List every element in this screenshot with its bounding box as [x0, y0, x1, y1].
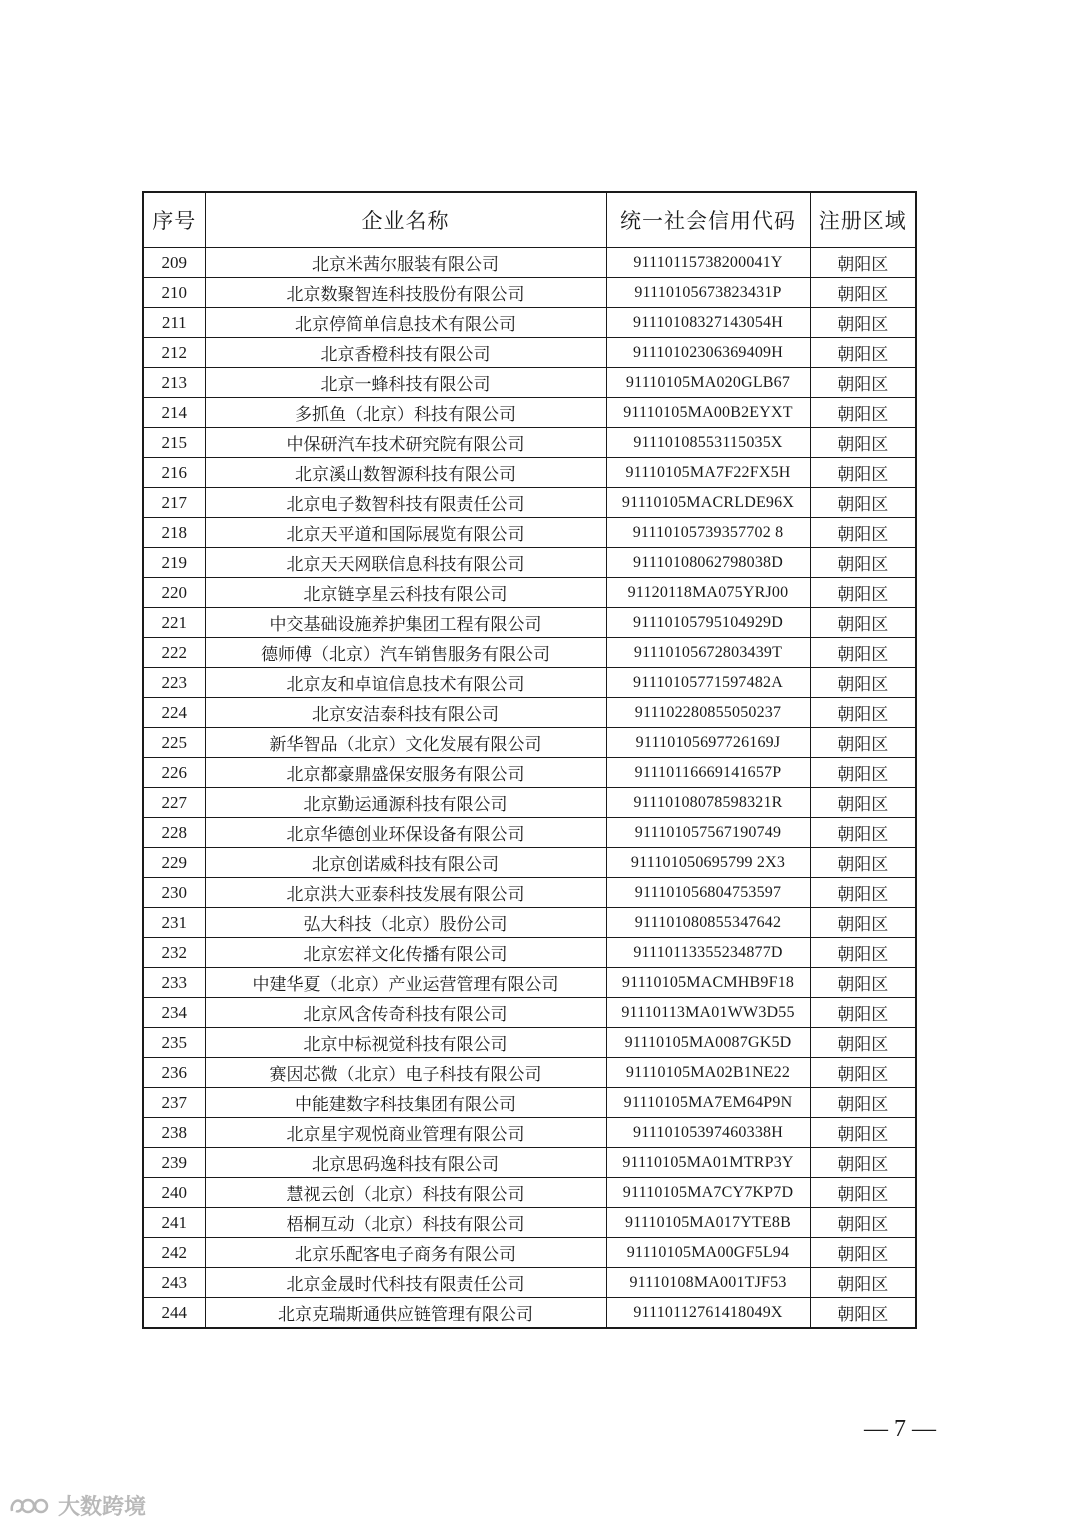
cell-area: 朝阳区: [810, 788, 916, 818]
table-row: [143, 248, 916, 278]
table-row: [143, 608, 916, 638]
cell-company-name: 北京金晟时代科技有限责任公司: [205, 1268, 606, 1298]
cell-company-name: 北京洪大亚泰科技发展有限公司: [205, 878, 606, 908]
cell-seq: 214: [143, 398, 205, 428]
cell-company-name: 北京一蜂科技有限公司: [205, 368, 606, 398]
company-table: [142, 191, 917, 1329]
cell-credit-code: 91110105MA7EM64P9N: [606, 1088, 810, 1118]
cell-seq: 210: [143, 278, 205, 308]
cell-seq: 244: [143, 1298, 205, 1329]
cell-company-name: 北京电子数智科技有限责任公司: [205, 488, 606, 518]
table-row: [143, 518, 916, 548]
cell-company-name: 北京溪山数智源科技有限公司: [205, 458, 606, 488]
cell-company-name: 中建华夏（北京）产业运营管理有限公司: [205, 968, 606, 998]
cell-credit-code: 91110105MA02B1NE22: [606, 1058, 810, 1088]
table-row: [143, 638, 916, 668]
cell-seq: 221: [143, 608, 205, 638]
table-row: [143, 818, 916, 848]
cell-credit-code: 91110105MA017YTE8B: [606, 1208, 810, 1238]
cell-credit-code: 91110105MA00GF5L94: [606, 1238, 810, 1268]
cell-credit-code: 911101080855347642: [606, 908, 810, 938]
cell-area: 朝阳区: [810, 698, 916, 728]
header-seq: 序号: [143, 192, 205, 248]
cell-company-name: 弘大科技（北京）股份公司: [205, 908, 606, 938]
cell-area: 朝阳区: [810, 1148, 916, 1178]
cell-area: 朝阳区: [810, 1178, 916, 1208]
cell-area: 朝阳区: [810, 728, 916, 758]
cell-credit-code: 91110105MA7CY7KP7D: [606, 1178, 810, 1208]
table-row: [143, 788, 916, 818]
cell-credit-code: 91110105771597482A: [606, 668, 810, 698]
cell-credit-code: 911101057567190749: [606, 818, 810, 848]
table-row: [143, 308, 916, 338]
table-row: [143, 908, 916, 938]
cell-credit-code: 91110105397460338H: [606, 1118, 810, 1148]
cell-seq: 230: [143, 878, 205, 908]
cell-area: 朝阳区: [810, 1268, 916, 1298]
cell-credit-code: 91110105MACMHB9F18: [606, 968, 810, 998]
cell-seq: 213: [143, 368, 205, 398]
cell-credit-code: 911101056804753597: [606, 878, 810, 908]
cell-company-name: 北京天平道和国际展览有限公司: [205, 518, 606, 548]
cell-area: 朝阳区: [810, 1118, 916, 1148]
cell-credit-code: 91110105672803439T: [606, 638, 810, 668]
cell-company-name: 中交基础设施养护集团工程有限公司: [205, 608, 606, 638]
cell-credit-code: 91110113355234877D: [606, 938, 810, 968]
cell-credit-code: 91110108553115035X: [606, 428, 810, 458]
watermark-text: 大数跨境: [58, 1495, 147, 1520]
cell-seq: 218: [143, 518, 205, 548]
cell-area: 朝阳区: [810, 578, 916, 608]
table-row: [143, 1028, 916, 1058]
cell-seq: 229: [143, 848, 205, 878]
table-header-row: [143, 192, 916, 248]
header-code: 统一社会信用代码: [606, 192, 810, 248]
cell-credit-code: 91110105MA020GLB67: [606, 368, 810, 398]
cell-area: 朝阳区: [810, 818, 916, 848]
table-row: [143, 848, 916, 878]
cell-company-name: 北京数聚智连科技股份有限公司: [205, 278, 606, 308]
cell-seq: 233: [143, 968, 205, 998]
cell-company-name: 北京星宇观悦商业管理有限公司: [205, 1118, 606, 1148]
cell-credit-code: 91110116669141657P: [606, 758, 810, 788]
cell-area: 朝阳区: [810, 1298, 916, 1329]
cell-area: 朝阳区: [810, 398, 916, 428]
table-row: [143, 938, 916, 968]
cell-seq: 241: [143, 1208, 205, 1238]
header-name: 企业名称: [205, 192, 606, 248]
cell-seq: 239: [143, 1148, 205, 1178]
cell-seq: 216: [143, 458, 205, 488]
cell-company-name: 中保研汽车技术研究院有限公司: [205, 428, 606, 458]
cell-credit-code: 91110105697726169J: [606, 728, 810, 758]
cell-seq: 238: [143, 1118, 205, 1148]
table-row: [143, 1178, 916, 1208]
cell-seq: 225: [143, 728, 205, 758]
cell-credit-code: 91110108062798038D: [606, 548, 810, 578]
table-row: [143, 1268, 916, 1298]
cell-seq: 242: [143, 1238, 205, 1268]
cell-credit-code: 91110105739357702 8: [606, 518, 810, 548]
cell-area: 朝阳区: [810, 428, 916, 458]
cell-seq: 223: [143, 668, 205, 698]
cell-area: 朝阳区: [810, 1238, 916, 1268]
cell-area: 朝阳区: [810, 548, 916, 578]
table-row: [143, 338, 916, 368]
cell-company-name: 慧视云创（北京）科技有限公司: [205, 1178, 606, 1208]
cell-seq: 224: [143, 698, 205, 728]
table-row: [143, 368, 916, 398]
cell-seq: 220: [143, 578, 205, 608]
cell-seq: 227: [143, 788, 205, 818]
cell-seq: 212: [143, 338, 205, 368]
cell-company-name: 北京华德创业环保设备有限公司: [205, 818, 606, 848]
cell-credit-code: 91110108327143054H: [606, 308, 810, 338]
cell-seq: 217: [143, 488, 205, 518]
watermark: [8, 1490, 146, 1521]
cell-seq: 234: [143, 998, 205, 1028]
table-row: [143, 1088, 916, 1118]
table-row: [143, 878, 916, 908]
cell-area: 朝阳区: [810, 938, 916, 968]
cell-area: 朝阳区: [810, 608, 916, 638]
table-row: [143, 1058, 916, 1088]
table-row: [143, 1238, 916, 1268]
header-area: 注册区域: [810, 192, 916, 248]
table-row: [143, 998, 916, 1028]
table-row: [143, 278, 916, 308]
cell-credit-code: 91110105MA0087GK5D: [606, 1028, 810, 1058]
cell-area: 朝阳区: [810, 308, 916, 338]
cell-seq: 236: [143, 1058, 205, 1088]
cell-area: 朝阳区: [810, 968, 916, 998]
cell-seq: 209: [143, 248, 205, 278]
cell-credit-code: 911102280855050237: [606, 698, 810, 728]
cell-area: 朝阳区: [810, 488, 916, 518]
cell-seq: 231: [143, 908, 205, 938]
table-row: [143, 458, 916, 488]
cell-area: 朝阳区: [810, 338, 916, 368]
cell-area: 朝阳区: [810, 668, 916, 698]
cell-company-name: 北京安洁泰科技有限公司: [205, 698, 606, 728]
cell-area: 朝阳区: [810, 758, 916, 788]
table-row: [143, 428, 916, 458]
table-row: [143, 578, 916, 608]
cell-company-name: 北京创诺威科技有限公司: [205, 848, 606, 878]
table-row: [143, 968, 916, 998]
cell-credit-code: 91110105MACRLDE96X: [606, 488, 810, 518]
cell-seq: 226: [143, 758, 205, 788]
cell-credit-code: 91110102306369409H: [606, 338, 810, 368]
cell-company-name: 北京天天网联信息科技有限公司: [205, 548, 606, 578]
cell-area: 朝阳区: [810, 1088, 916, 1118]
table-row: [143, 488, 916, 518]
cell-credit-code: 91110115738200041Y: [606, 248, 810, 278]
cell-company-name: 北京思码逸科技有限公司: [205, 1148, 606, 1178]
cell-company-name: 北京停简单信息技术有限公司: [205, 308, 606, 338]
cell-area: 朝阳区: [810, 1058, 916, 1088]
cell-area: 朝阳区: [810, 848, 916, 878]
cell-credit-code: 91110108078598321R: [606, 788, 810, 818]
cell-area: 朝阳区: [810, 878, 916, 908]
cell-credit-code: 91110105MA00B2EYXT: [606, 398, 810, 428]
cell-seq: 232: [143, 938, 205, 968]
cell-credit-code: 91110105673823431P: [606, 278, 810, 308]
table-row: [143, 1208, 916, 1238]
cell-area: 朝阳区: [810, 998, 916, 1028]
cell-seq: 237: [143, 1088, 205, 1118]
cell-seq: 243: [143, 1268, 205, 1298]
table-row: [143, 548, 916, 578]
table-row: [143, 668, 916, 698]
cell-credit-code: 91120118MA075YRJ00: [606, 578, 810, 608]
cell-seq: 228: [143, 818, 205, 848]
cell-company-name: 北京宏祥文化传播有限公司: [205, 938, 606, 968]
cell-credit-code: 91110105MA7F22FX5H: [606, 458, 810, 488]
cell-company-name: 北京香橙科技有限公司: [205, 338, 606, 368]
cell-credit-code: 91110108MA001TJF53: [606, 1268, 810, 1298]
cell-company-name: 新华智品（北京）文化发展有限公司: [205, 728, 606, 758]
cell-area: 朝阳区: [810, 368, 916, 398]
cell-company-name: 北京中标视觉科技有限公司: [205, 1028, 606, 1058]
cell-credit-code: 91110113MA01WW3D55: [606, 998, 810, 1028]
table-row: [143, 398, 916, 428]
cell-area: 朝阳区: [810, 458, 916, 488]
cell-area: 朝阳区: [810, 638, 916, 668]
brand-logo-icon: [8, 1493, 52, 1519]
cell-company-name: 梧桐互动（北京）科技有限公司: [205, 1208, 606, 1238]
cell-company-name: 北京克瑞斯通供应链管理有限公司: [205, 1298, 606, 1329]
cell-seq: 215: [143, 428, 205, 458]
table-row: [143, 1298, 916, 1329]
cell-company-name: 北京米茜尔服装有限公司: [205, 248, 606, 278]
cell-credit-code: 91110112761418049X: [606, 1298, 810, 1329]
table-row: [143, 758, 916, 788]
cell-company-name: 德师傅（北京）汽车销售服务有限公司: [205, 638, 606, 668]
cell-company-name: 赛因芯微（北京）电子科技有限公司: [205, 1058, 606, 1088]
page-number: — 7 —: [864, 1416, 936, 1442]
cell-area: 朝阳区: [810, 278, 916, 308]
cell-area: 朝阳区: [810, 1208, 916, 1238]
table-body: [143, 248, 916, 1329]
cell-area: 朝阳区: [810, 908, 916, 938]
cell-area: 朝阳区: [810, 518, 916, 548]
cell-company-name: 北京链享星云科技有限公司: [205, 578, 606, 608]
cell-seq: 222: [143, 638, 205, 668]
cell-company-name: 多抓鱼（北京）科技有限公司: [205, 398, 606, 428]
table-row: [143, 1118, 916, 1148]
cell-seq: 240: [143, 1178, 205, 1208]
cell-credit-code: 91110105795104929D: [606, 608, 810, 638]
cell-seq: 235: [143, 1028, 205, 1058]
table-row: [143, 728, 916, 758]
cell-company-name: 北京风含传奇科技有限公司: [205, 998, 606, 1028]
cell-credit-code: 911101050695799 2X3: [606, 848, 810, 878]
table-row: [143, 698, 916, 728]
cell-company-name: 北京勤运通源科技有限公司: [205, 788, 606, 818]
cell-credit-code: 91110105MA01MTRP3Y: [606, 1148, 810, 1178]
cell-seq: 219: [143, 548, 205, 578]
cell-company-name: 北京乐配客电子商务有限公司: [205, 1238, 606, 1268]
cell-seq: 211: [143, 308, 205, 338]
table-row: [143, 1148, 916, 1178]
cell-area: 朝阳区: [810, 248, 916, 278]
cell-area: 朝阳区: [810, 1028, 916, 1058]
cell-company-name: 北京友和卓谊信息技术有限公司: [205, 668, 606, 698]
cell-company-name: 中能建数字科技集团有限公司: [205, 1088, 606, 1118]
cell-company-name: 北京都豪鼎盛保安服务有限公司: [205, 758, 606, 788]
